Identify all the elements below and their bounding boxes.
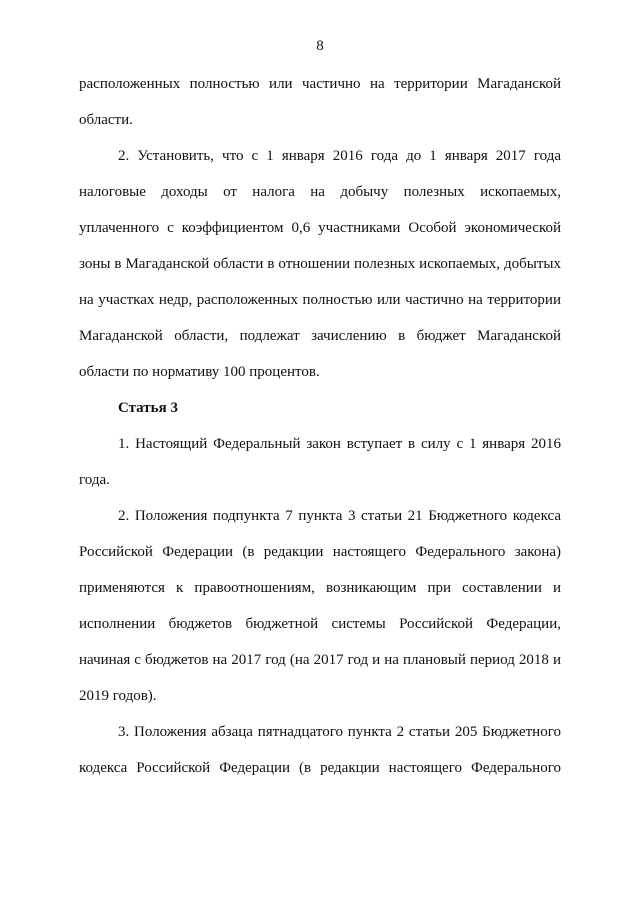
text-line: года.	[79, 472, 110, 488]
page-number: 8	[316, 38, 324, 54]
text-line: Магаданской области, подлежат зачислению в бюджет Магаданской	[79, 328, 561, 344]
text-line: 3. Положения абзаца пятнадцатого пункта 2 статьи 205 Бюджетного	[118, 724, 561, 740]
text-line: 2. Положения подпункта 7 пункта 3 статьи 21 Бюджетного кодекса	[118, 508, 561, 524]
text-line: 1. Настоящий Федеральный закон вступает в силу с 1 января 2016	[118, 436, 561, 452]
text-line: применяются к правоотношениям, возникающим при составлении и	[79, 580, 561, 596]
text-line: области.	[79, 112, 133, 128]
text-line: расположенных полностью или частично на территории Магаданской	[79, 76, 561, 92]
text-line: 2. Установить, что с 1 января 2016 года до 1 января 2017 года	[118, 148, 561, 164]
text-line: области по нормативу 100 процентов.	[79, 364, 320, 380]
text-line: исполнении бюджетов бюджетной системы Российской Федерации,	[79, 616, 561, 632]
text-line: кодекса Российской Федерации (в редакции настоящего Федерального	[79, 760, 561, 776]
text-line: на участках недр, расположенных полностью или частично на территории	[79, 292, 561, 308]
text-line: уплаченного с коэффициентом 0,6 участниками Особой экономической	[79, 220, 561, 236]
article-heading: Статья 3	[118, 400, 178, 416]
text-line: Российской Федерации (в редакции настоящего Федерального закона)	[79, 544, 561, 560]
text-line: зоны в Магаданской области в отношении полезных ископаемых, добытых	[79, 256, 561, 272]
text-line: налоговые доходы от налога на добычу полезных ископаемых,	[79, 184, 561, 200]
text-line: 2019 годов).	[79, 688, 157, 704]
text-line: начиная с бюджетов на 2017 год (на 2017 год и на плановый период 2018 и	[79, 652, 561, 668]
